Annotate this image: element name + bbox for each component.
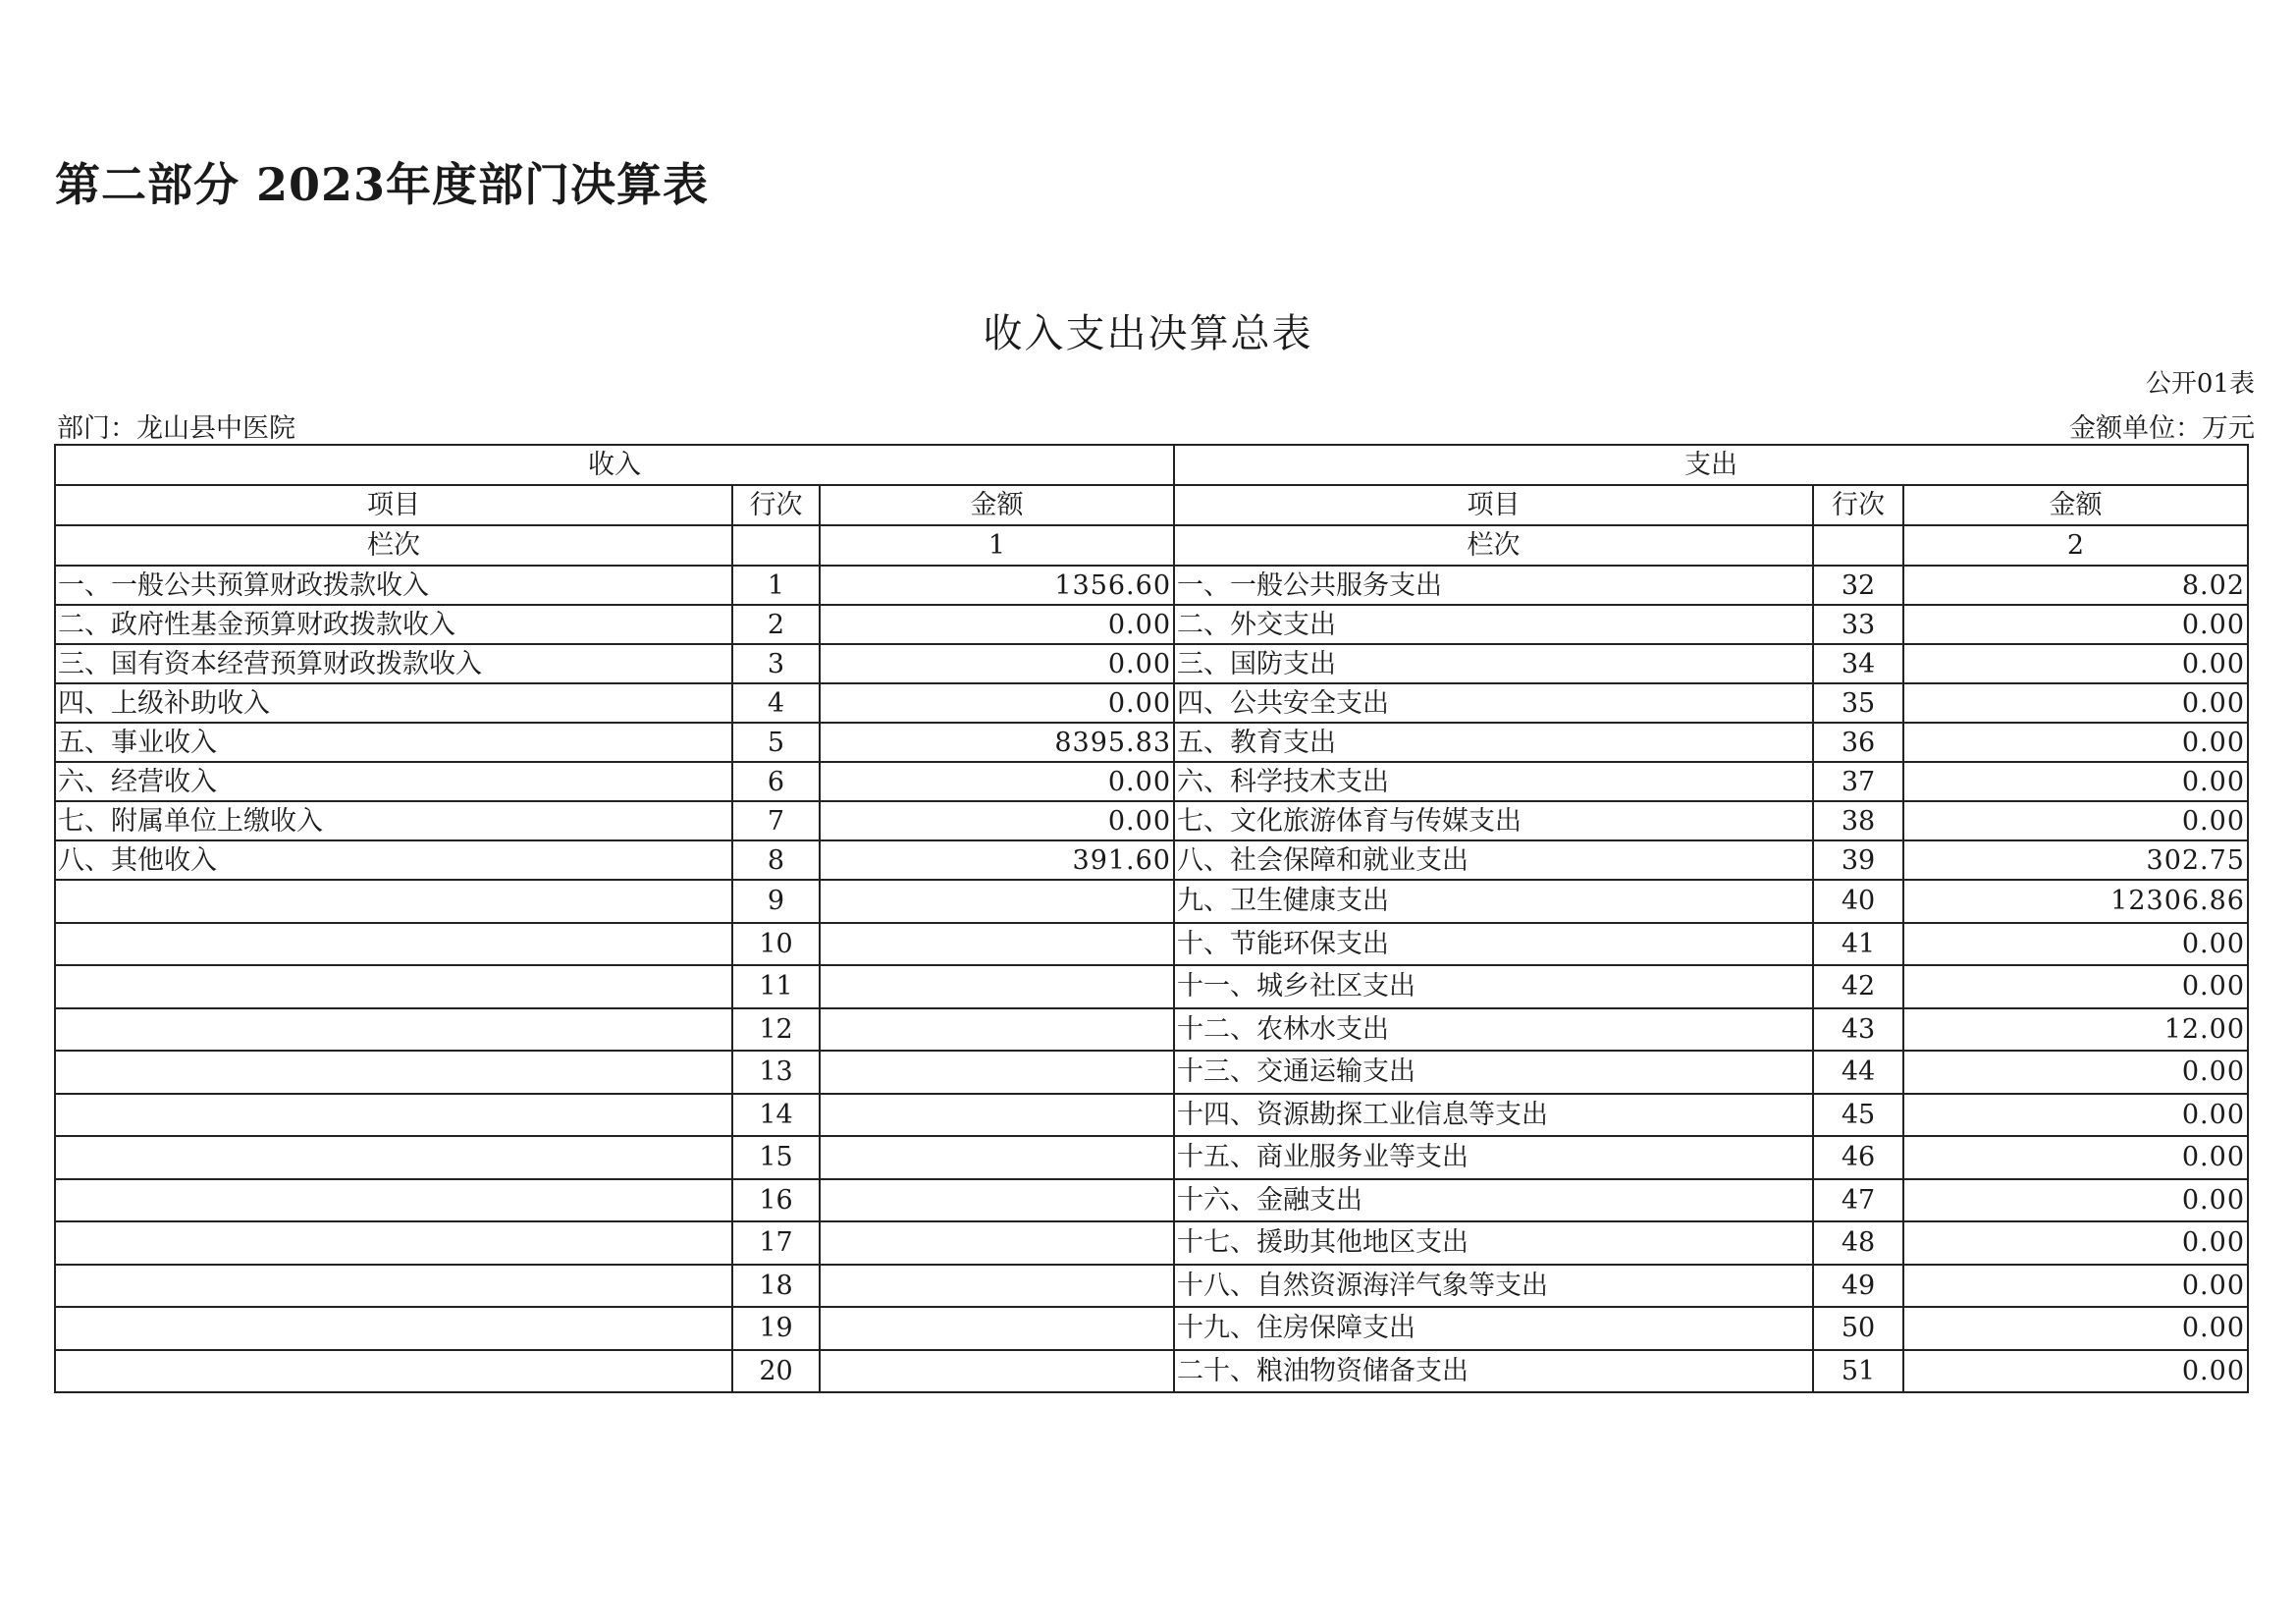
table-row [55,762,2248,801]
expense-amount-cell: 0.00 [1903,1265,2248,1308]
income-item-cell [55,1221,732,1265]
income-item-cell [55,880,732,923]
expense-amount-cell: 12.00 [1903,1008,2248,1052]
expense-item-cell: 十九、住房保障支出 [1174,1307,1813,1350]
expense-column-number: 2 [1903,525,2248,566]
income-amount-cell [820,1008,1174,1052]
income-item-cell [55,1136,732,1179]
income-line-cell: 3 [732,644,820,683]
expense-line-cell: 46 [1813,1136,1903,1179]
income-item-cell: 三、国有资本经营预算财政拨款收入 [55,644,732,683]
income-line-cell: 4 [732,683,820,723]
expense-item-cell: 五、教育支出 [1174,723,1813,762]
income-item-cell: 一、一般公共预算财政拨款收入 [55,566,732,605]
income-item-header: 项目 [55,485,732,525]
table-row [55,605,2248,644]
income-item-cell [55,1179,732,1222]
income-amount-cell: 0.00 [820,801,1174,840]
expense-line-cell: 40 [1813,880,1903,923]
income-line-header: 行次 [732,485,820,525]
income-item-cell: 二、政府性基金预算财政拨款收入 [55,605,732,644]
column-number-row [55,525,2248,566]
expense-line-cell: 47 [1813,1179,1903,1222]
expense-item-cell: 九、卫生健康支出 [1174,880,1813,923]
expense-line-cell: 35 [1813,683,1903,723]
group-header-row [55,445,2248,485]
income-item-cell [55,1094,732,1137]
income-line-cell: 7 [732,801,820,840]
income-amount-header: 金额 [820,485,1174,525]
income-amount-cell [820,1179,1174,1222]
income-item-cell [55,1265,732,1308]
income-amount-cell [820,923,1174,966]
expense-amount-cell: 0.00 [1903,1094,2248,1137]
expense-line-cell: 38 [1813,801,1903,840]
expense-amount-cell: 0.00 [1903,723,2248,762]
income-line-empty [732,525,820,566]
expense-item-cell: 十四、资源勘探工业信息等支出 [1174,1094,1813,1137]
table-row [55,1008,2248,1052]
income-line-cell: 12 [732,1008,820,1052]
income-line-cell: 17 [732,1221,820,1265]
expense-line-cell: 41 [1813,923,1903,966]
income-amount-cell [820,880,1174,923]
table-row [55,1094,2248,1137]
income-amount-cell [820,1350,1174,1393]
expense-line-header: 行次 [1813,485,1903,525]
table-row [55,1350,2248,1393]
expense-item-cell: 十二、农林水支出 [1174,1008,1813,1052]
table-row [55,1265,2248,1308]
expense-amount-cell: 0.00 [1903,1221,2248,1265]
income-column-number: 1 [820,525,1174,566]
table-row [55,683,2248,723]
income-line-cell: 18 [732,1265,820,1308]
income-item-cell [55,923,732,966]
part-title: 第二部分 2023年度部门决算表 [55,158,710,211]
expense-item-cell: 四、公共安全支出 [1174,683,1813,723]
income-amount-cell [820,1221,1174,1265]
expense-amount-cell: 0.00 [1903,1307,2248,1350]
expense-amount-cell: 12306.86 [1903,880,2248,923]
table-row [55,1136,2248,1179]
expense-item-cell: 十八、自然资源海洋气象等支出 [1174,1265,1813,1308]
income-amount-cell: 0.00 [820,644,1174,683]
expense-amount-cell: 0.00 [1903,1136,2248,1179]
table-row [55,801,2248,840]
income-line-cell: 10 [732,923,820,966]
expense-line-cell: 36 [1813,723,1903,762]
income-line-cell: 8 [732,840,820,880]
expense-item-cell: 十六、金融支出 [1174,1179,1813,1222]
income-line-cell: 1 [732,566,820,605]
income-line-cell: 16 [732,1179,820,1222]
expense-amount-cell: 0.00 [1903,644,2248,683]
income-line-cell: 15 [732,1136,820,1179]
expense-line-cell: 39 [1813,840,1903,880]
table-row [55,644,2248,683]
expense-amount-cell: 8.02 [1903,566,2248,605]
income-item-cell [55,1350,732,1393]
expense-column-number-label: 栏次 [1174,525,1813,566]
expense-line-cell: 48 [1813,1221,1903,1265]
expense-line-cell: 51 [1813,1350,1903,1393]
income-line-cell: 11 [732,965,820,1008]
expense-item-cell: 十七、援助其他地区支出 [1174,1221,1813,1265]
income-amount-cell: 0.00 [820,762,1174,801]
income-line-cell: 19 [732,1307,820,1350]
income-amount-cell [820,965,1174,1008]
income-amount-cell [820,1265,1174,1308]
table-row [55,1051,2248,1094]
income-amount-cell: 0.00 [820,683,1174,723]
expense-line-cell: 42 [1813,965,1903,1008]
income-group-header: 收入 [55,445,1174,485]
income-item-cell [55,1051,732,1094]
expense-amount-cell: 0.00 [1903,1051,2248,1094]
table-row [55,1179,2248,1222]
income-item-cell: 六、经营收入 [55,762,732,801]
expense-line-cell: 37 [1813,762,1903,801]
expense-line-cell: 43 [1813,1008,1903,1052]
expense-item-cell: 二、外交支出 [1174,605,1813,644]
expense-item-cell: 八、社会保障和就业支出 [1174,840,1813,880]
income-line-cell: 2 [732,605,820,644]
expense-amount-cell: 0.00 [1903,965,2248,1008]
expense-group-header: 支出 [1174,445,2248,485]
expense-line-cell: 49 [1813,1265,1903,1308]
table-row [55,880,2248,923]
expense-item-cell: 六、科学技术支出 [1174,762,1813,801]
expense-line-cell: 50 [1813,1307,1903,1350]
table-row [55,566,2248,605]
income-amount-cell [820,1307,1174,1350]
income-expense-table [54,444,2249,1393]
income-column-number-label: 栏次 [55,525,732,566]
expense-item-cell: 十五、商业服务业等支出 [1174,1136,1813,1179]
income-item-cell: 八、其他收入 [55,840,732,880]
expense-amount-cell: 0.00 [1903,1350,2248,1393]
income-line-cell: 5 [732,723,820,762]
column-header-row [55,485,2248,525]
expense-item-cell: 十一、城乡社区支出 [1174,965,1813,1008]
expense-line-cell: 33 [1813,605,1903,644]
table-code: 公开01表 [2145,369,2255,399]
income-item-cell: 七、附属单位上缴收入 [55,801,732,840]
income-amount-cell [820,1051,1174,1094]
table-row [55,723,2248,762]
expense-line-cell: 32 [1813,566,1903,605]
table-row [55,840,2248,880]
income-item-cell: 五、事业收入 [55,723,732,762]
expense-amount-header: 金额 [1903,485,2248,525]
expense-amount-cell: 0.00 [1903,923,2248,966]
expense-line-cell: 45 [1813,1094,1903,1137]
expense-line-cell: 34 [1813,644,1903,683]
expense-item-cell: 十、节能环保支出 [1174,923,1813,966]
income-amount-cell: 0.00 [820,605,1174,644]
expense-line-cell: 44 [1813,1051,1903,1094]
expense-amount-cell: 0.00 [1903,605,2248,644]
income-amount-cell: 1356.60 [820,566,1174,605]
income-line-cell: 13 [732,1051,820,1094]
department-label: 部门：龙山县中医院 [57,413,295,444]
expense-line-empty [1813,525,1903,566]
income-item-cell [55,1008,732,1052]
income-item-cell [55,965,732,1008]
income-item-cell [55,1307,732,1350]
expense-item-header: 项目 [1174,485,1813,525]
income-amount-cell [820,1136,1174,1179]
income-line-cell: 14 [732,1094,820,1137]
table-title: 收入支出决算总表 [983,311,1313,356]
table-row [55,965,2248,1008]
table-row [55,1307,2248,1350]
income-line-cell: 6 [732,762,820,801]
income-amount-cell: 391.60 [820,840,1174,880]
expense-amount-cell: 0.00 [1903,1179,2248,1222]
expense-item-cell: 三、国防支出 [1174,644,1813,683]
income-line-cell: 20 [732,1350,820,1393]
expense-item-cell: 七、文化旅游体育与传媒支出 [1174,801,1813,840]
income-item-cell: 四、上级补助收入 [55,683,732,723]
amount-unit-label: 金额单位：万元 [2069,413,2255,444]
expense-item-cell: 二十、粮油物资储备支出 [1174,1350,1813,1393]
expense-amount-cell: 0.00 [1903,683,2248,723]
expense-item-cell: 一、一般公共服务支出 [1174,566,1813,605]
expense-amount-cell: 0.00 [1903,762,2248,801]
income-line-cell: 9 [732,880,820,923]
expense-amount-cell: 302.75 [1903,840,2248,880]
table-row [55,923,2248,966]
income-amount-cell: 8395.83 [820,723,1174,762]
expense-amount-cell: 0.00 [1903,801,2248,840]
income-amount-cell [820,1094,1174,1137]
expense-item-cell: 十三、交通运输支出 [1174,1051,1813,1094]
table-row [55,1221,2248,1265]
